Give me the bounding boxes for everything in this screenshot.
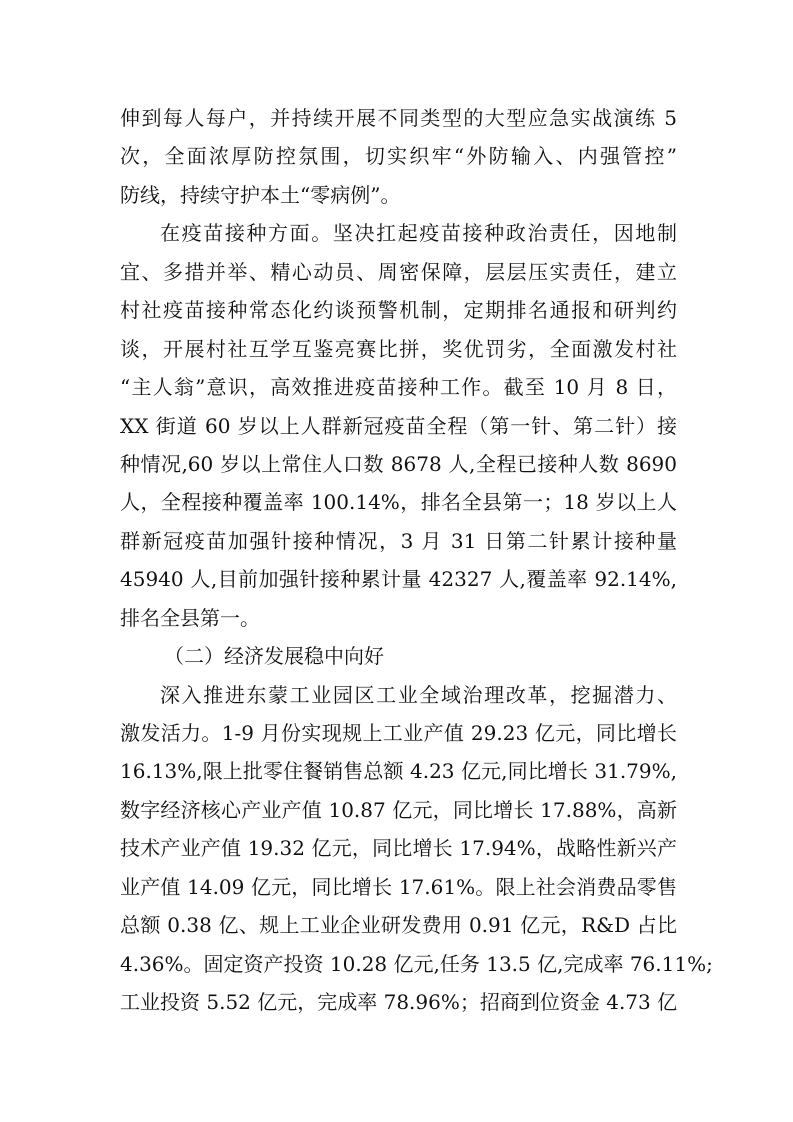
text-line: 工业投资 5.52 亿元，完成率 78.96%；招商到位资金 4.73 亿 bbox=[120, 990, 678, 1015]
text-line: 伸到每人每户，并持续开展不同类型的大型应急实战演练 5 bbox=[120, 106, 677, 130]
text-line: “主人翁”意识，高效推进疫苗接种工作。截至 10 月 8 日， bbox=[120, 375, 677, 400]
text-line: 4.36%。固定资产投资 10.28 亿元,任务 13.5 亿,完成率 76.11%; bbox=[120, 951, 713, 976]
text-line: 谈，开展村社互学互鉴亮赛比拼，奖优罚劣，全面激发村社 bbox=[120, 336, 677, 361]
text-line: 人，全程接种覆盖率 100.14%，排名全县第一；18 岁以上人 bbox=[120, 490, 677, 515]
text-line: 村社疫苗接种常态化约谈预警机制，定期排名通报和研判约 bbox=[120, 298, 677, 323]
text-line: 16.13%,限上批零住餐销售总额 4.23 亿元,同比增长 31.79%, bbox=[120, 759, 677, 784]
text-line: 深入推进东蒙工业园区工业全域治理改革，挖掘潜力、 bbox=[160, 682, 677, 707]
text-line: 业产值 14.09 亿元，同比增长 17.61%。限上社会消费品零售 bbox=[120, 874, 677, 899]
text-line: 在疫苗接种方面。坚决扛起疫苗接种政治责任，因地制 bbox=[160, 221, 677, 246]
text-line: 激发活力。1-9 月份实现规上工业产值 29.23 亿元，同比增长 bbox=[120, 721, 677, 745]
text-line: 宜、多措并举、精心动员、周密保障，层层压实责任，建立 bbox=[120, 259, 677, 284]
text-line: 总额 0.38 亿、规上工业企业研发费用 0.91 亿元，R&D 占比 bbox=[120, 913, 677, 938]
text-line: 次，全面浓厚防控氛围，切实织牢“外防输入、内强管控” bbox=[120, 144, 677, 169]
text-line: XX 街道 60 岁以上人群新冠疫苗全程（第一针、第二针）接 bbox=[120, 413, 677, 438]
section-heading: （二）经济发展稳中向好 bbox=[164, 644, 384, 669]
text-line: 技术产业产值 19.32 亿元，同比增长 17.94%，战略性新兴产 bbox=[120, 836, 677, 861]
text-line: 群新冠疫苗加强针接种情况，3 月 31 日第二针累计接种量 bbox=[120, 528, 677, 553]
text-line: 种情况,60 岁以上常住人口数 8678 人,全程已接种人数 8690 bbox=[120, 451, 677, 476]
text-line: 数字经济核心产业产值 10.87 亿元，同比增长 17.88%，高新 bbox=[120, 797, 677, 822]
text-line: 防线，持续守护本土“零病例”。 bbox=[120, 182, 401, 207]
text-line: 45940 人,目前加强针接种累计量 42327 人,覆盖率 92.14%, bbox=[120, 567, 677, 592]
text-line: 排名全县第一。 bbox=[120, 605, 260, 630]
document-page bbox=[120, 99, 713, 1022]
